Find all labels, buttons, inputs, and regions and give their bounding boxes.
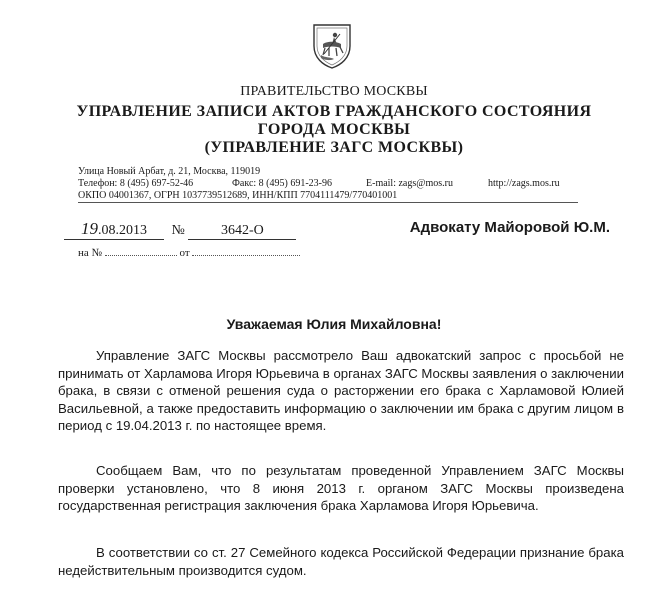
header-divider <box>78 202 578 203</box>
from-label: от <box>179 247 190 259</box>
date-month-year: .08.2013 <box>98 223 147 238</box>
salutation: Уважаемая Юлия Михайловна! <box>226 316 442 332</box>
moscow-coat-of-arms-icon <box>310 22 354 70</box>
phone: Телефон: 8 (495) 697-52-46 <box>78 178 194 189</box>
date-day-handwritten: 19 <box>81 219 98 238</box>
organization-name-line2: ГОРОДА МОСКВЫ <box>257 121 411 138</box>
website: http://zags.mos.ru <box>488 178 560 189</box>
addressee: Адвокату Майоровой Ю.М. <box>409 219 610 236</box>
paragraph-text: Сообщаем Вам, что по результатам проведенной Управлением ЗАГС Москвы проверки установлено, что 8 июня 2013 г. органом ЗАГС Москвы произведена государственная регистрация заключения брака Харламова Игоря Юрьевича. <box>58 463 624 514</box>
paragraph-text: В соответствии со ст. 27 Семейного кодекса Российской Федерации признание брака недействительным производится судом. <box>58 545 624 578</box>
incoming-reference <box>78 247 300 259</box>
organization-name-line3: (УПРАВЛЕНИЕ ЗАГС МОСКВЫ) <box>204 139 464 156</box>
number-label: № <box>171 223 185 238</box>
paragraph-legal-basis <box>58 544 624 579</box>
government-title: ПРАВИТЕЛЬСТВО МОСКВЫ <box>240 84 428 99</box>
organization-name-line1: УПРАВЛЕНИЕ ЗАПИСИ АКТОВ ГРАЖДАНСКОГО СОСТОЯНИЯ <box>76 103 592 120</box>
ref-label: на № <box>78 247 103 259</box>
ref-date-blank <box>192 255 300 256</box>
email: E-mail: zags@mos.ru <box>366 178 453 189</box>
address: Улица Новый Арбат, д. 21, Москва, 119019 <box>78 166 261 177</box>
registration-codes: ОКПО 04001367, ОГРН 1037739512689, ИНН/КПП 7704111479/770401001 <box>78 190 398 201</box>
paragraph-findings <box>58 462 624 515</box>
outgoing-registration <box>64 219 296 240</box>
paragraph-text: Управление ЗАГС Москвы рассмотрело Ваш адвокатский запрос с просьбой не принимать от Харламова Игоря Юрьевича в органах ЗАГС Москвы заявления о заключении брака, в связи с отменой решения суда о расторжении его брака с Харламовой Юлией Васильевной, а также предоставить информацию о заключении им брака с другим лицом в период с 19.04.2013 г. по настоящее время. <box>58 348 624 434</box>
fax: Факс: 8 (495) 691-23-96 <box>232 178 332 189</box>
ref-number-blank <box>105 255 177 256</box>
outgoing-date <box>64 219 164 240</box>
outgoing-number: 3642-О <box>188 223 296 240</box>
paragraph-request <box>58 347 624 435</box>
